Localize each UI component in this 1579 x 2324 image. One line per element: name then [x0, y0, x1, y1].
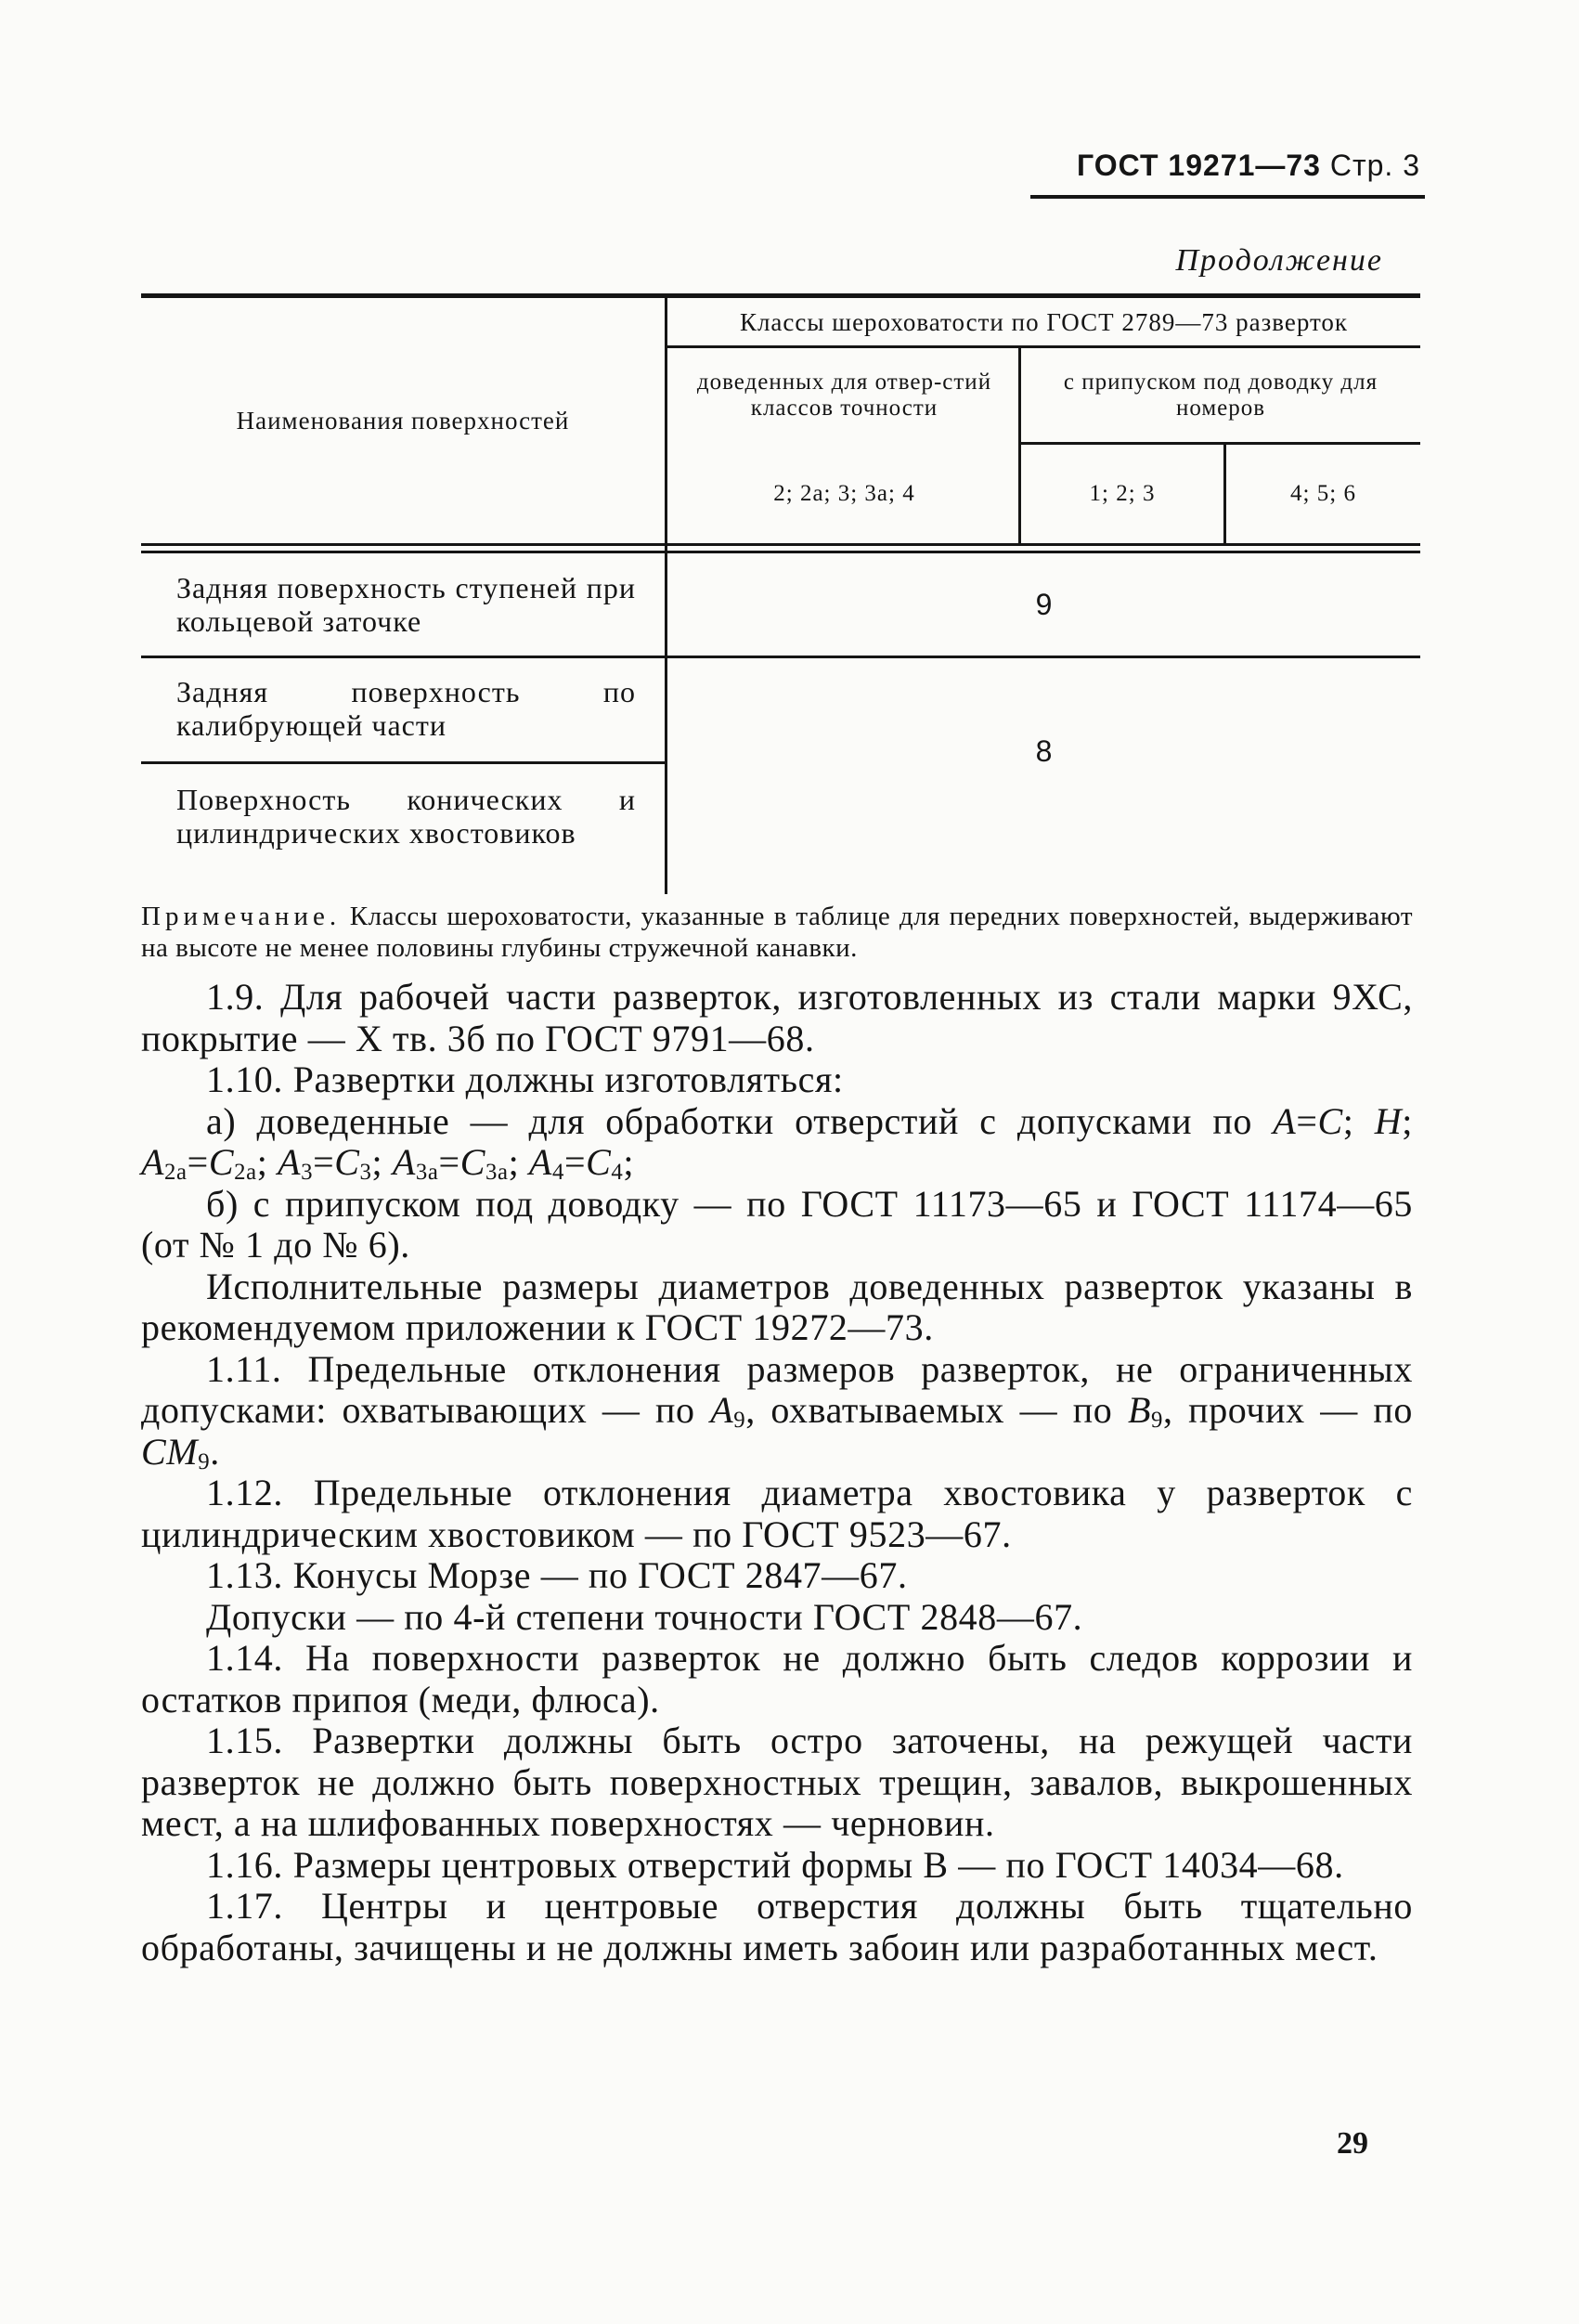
row-name-1: Задняя поверхность ступеней при кольцевой заточке — [176, 571, 636, 638]
table-note — [141, 901, 1413, 964]
clause-1-11-text: 1.11. Предельные отклонения размеров разверток, не ограниченных допусками: охватывающих — по — [141, 1347, 1413, 1431]
clause-1-9: 1.9. Для рабочей части разверток, изготовленных из стали марки 9ХС, покрытие — Х тв. 3б по ГОСТ 9791—68. — [141, 976, 1413, 1059]
standard-code: ГОСТ 19271—73 — [1077, 149, 1321, 182]
clause-1-10: 1.10. Развертки должны изготовляться: — [206, 1058, 844, 1100]
note-lead: Примечание. — [141, 902, 342, 931]
page-number: 29 — [1337, 2126, 1368, 2161]
row-rule-2 — [141, 761, 665, 764]
clause-1-11: 1.11. Предельные отклонения размеров разверток, не ограниченных допусками: охватывающих — по $А_9$, охватываемых — по $В_9$, прочих — по $СМ_9$. — [141, 1347, 1413, 1474]
header-rule — [1030, 195, 1425, 199]
clause-1-10-c: Исполнительные размеры диаметров доведенных разверток указаны в рекомендуемом приложении к ГОСТ 19272—73. — [141, 1265, 1413, 1348]
col-header-name: Наименования поверхностей — [236, 407, 570, 435]
clause-1-13-tolerances: Допуски — по 4-й степени точности ГОСТ 2848—67. — [206, 1595, 1083, 1638]
sub-header-finished: доведенных для отвер-стий классов точности — [696, 369, 992, 421]
body-text — [141, 901, 1413, 1968]
page-header — [1030, 149, 1420, 183]
sub-col-numbers-1: 1; 2; 3 — [1089, 481, 1156, 506]
clause-1-14: 1.14. На поверхности разверток не должно быть следов коррозии и остатков припоя (меди, флюса). — [141, 1637, 1413, 1720]
clause-1-17: 1.17. Центры и центровые отверстия должны быть тщательно обработаны, зачищены и не должны иметь забоин или разработанных мест. — [141, 1885, 1413, 1968]
group-header: Классы шероховатости по ГОСТ 2789—73 разверток — [739, 307, 1349, 336]
row-name-3: Поверхность конических и цилиндрических хвостовиков — [176, 783, 636, 850]
clause-1-11-mid: , охватываемых — по — [745, 1389, 1113, 1431]
clause-1-10-b: б) с припуском под доводку — по ГОСТ 11173—65 и ГОСТ 11174—65 (от № 1 до № 6). — [141, 1182, 1413, 1266]
clause-1-12: 1.12. Предельные отклонения диаметра хвостовика у разверток с цилиндрическим хвостовиком — по ГОСТ 9523—67. — [141, 1472, 1413, 1555]
clause-1-10-a-text: а) доведенные — для обработки отверстий с допусками по — [206, 1099, 1252, 1142]
clause-1-16: 1.16. Размеры центровых отверстий формы В — по ГОСТ 14034—68. — [206, 1843, 1344, 1886]
note-text: Классы шероховатости, указанные в таблице для передних поверхностей, выдерживают на высоте не менее половины глубины стружечной канавки. — [141, 902, 1413, 963]
sub-col-classes: 2; 2а; 3; 3а; 4 — [773, 481, 915, 506]
continued-label: Продолжение — [1175, 243, 1383, 278]
row-value-1: 9 — [1035, 587, 1053, 621]
row-name-2: Задняя поверхность по калибрующей части — [176, 675, 636, 742]
sub-col-numbers-2: 4; 5; 6 — [1290, 481, 1356, 506]
page-label: Стр. 3 — [1329, 149, 1420, 182]
sub-header-allowance: с припуском под доводку для номеров — [1063, 369, 1378, 421]
clause-1-13: 1.13. Конусы Морзе — по ГОСТ 2847—67. — [206, 1554, 908, 1596]
header-bottom-rule-1 — [141, 543, 1420, 546]
clause-1-15: 1.15. Развертки должны быть остро заточены, на режущей части разверток не должно быть поверхностных трещин, завалов, выкрошенных мест, а на шлифованных поверхностях — черновин. — [141, 1720, 1413, 1844]
clause-1-11-end: , прочих — по — [1163, 1389, 1413, 1431]
row-value-2: 8 — [1035, 734, 1053, 768]
clause-1-10-a: а) доведенные — для обработки отверстий с допусками по А=С; Н; $А_{2а}=С_{2а}$; $А_3=С_3$; $А_{3а}=С_{3а}$; $А_4=С_4$; — [141, 1099, 1413, 1185]
